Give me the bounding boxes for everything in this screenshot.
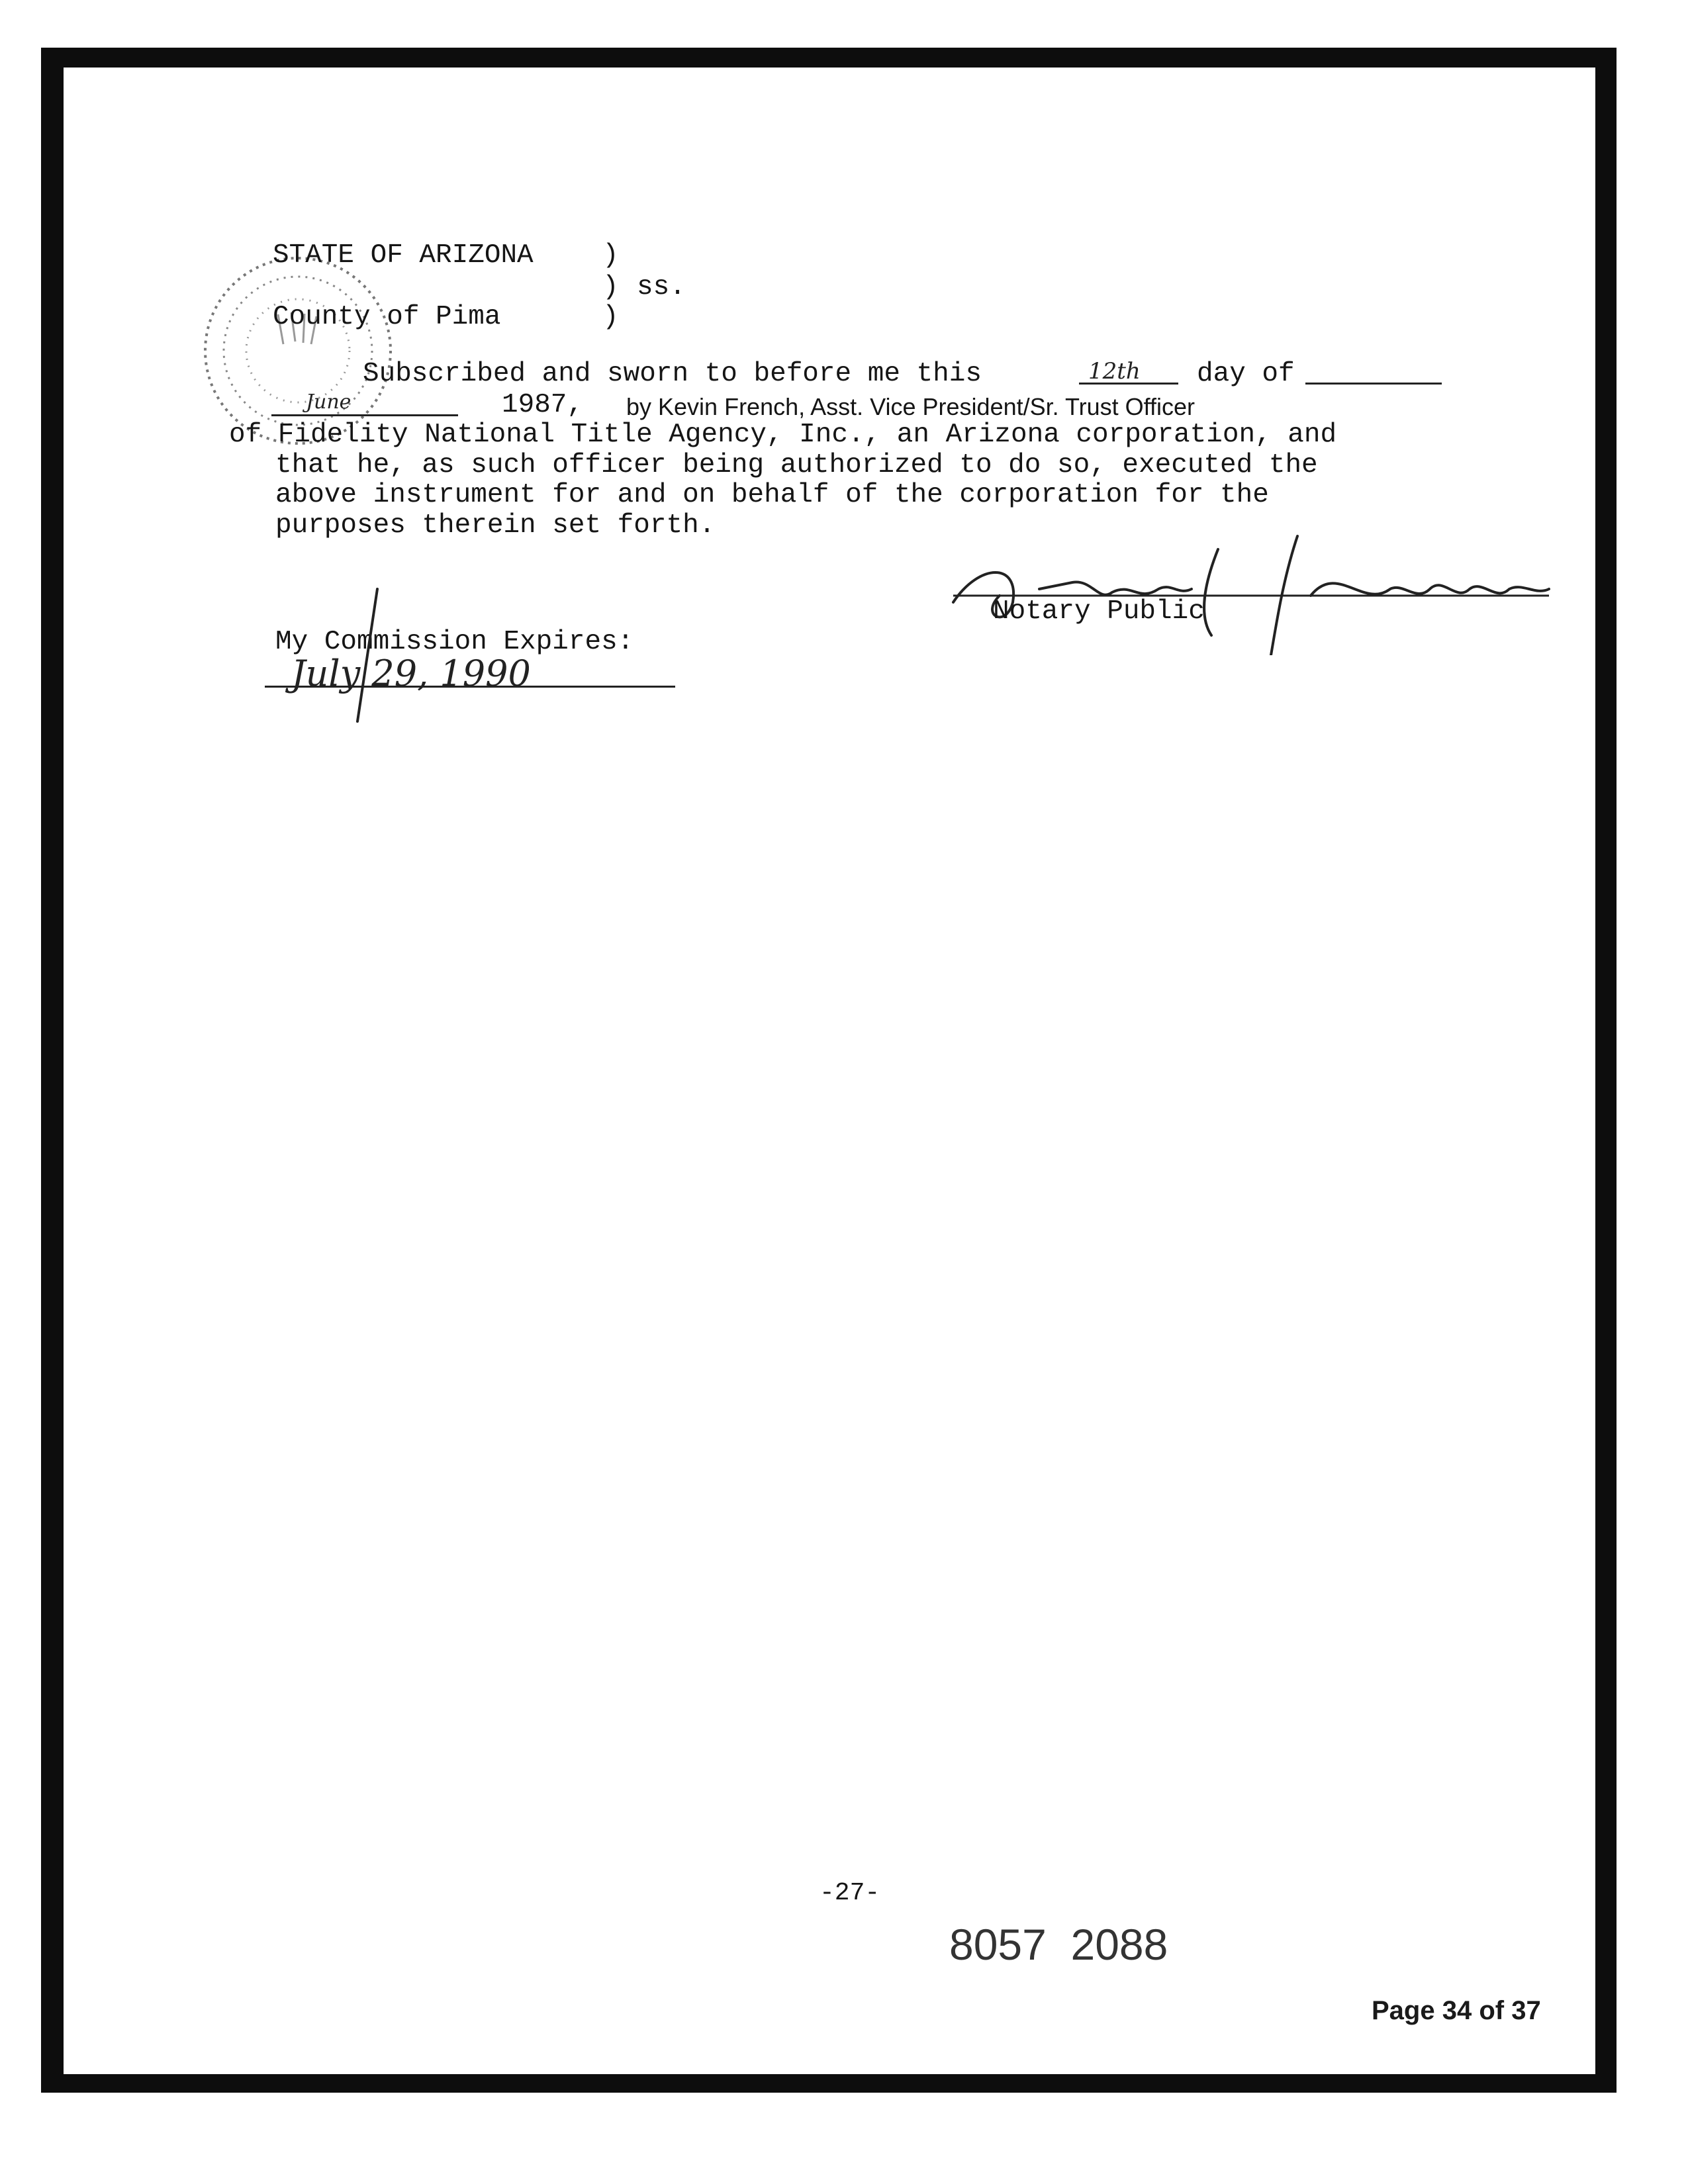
- jurat-day-of: day of: [1197, 359, 1295, 389]
- venue-paren-3: ): [602, 302, 619, 332]
- month-underline-2: [271, 414, 458, 416]
- jurat-line1-prefix: Subscribed and sworn to before me this: [363, 359, 982, 389]
- recording-number: 8057 2088: [949, 1920, 1168, 1969]
- notary-public-label: Notary Public: [993, 596, 1205, 627]
- jurat-typed-insert: by Kevin French, Asst. Vice President/Sr. Trust Officer: [626, 393, 1196, 420]
- jurat-day-handwritten: 12th: [1088, 358, 1141, 385]
- commission-date-handwritten: July 29, 1990: [291, 653, 531, 694]
- commission-underline: [265, 686, 675, 688]
- jurat-line5: above instrument for and on behalf of the corporation for the: [275, 480, 1269, 510]
- venue-county: County of Pima: [273, 302, 501, 332]
- jurat-line6: purposes therein set forth.: [275, 510, 716, 541]
- page-count: Page 34 of 37: [1372, 1996, 1541, 2025]
- jurat-line3: of Fidelity National Title Agency, Inc., an Arizona corporation, and: [229, 420, 1337, 450]
- commission-pen-stroke: [331, 582, 410, 728]
- notary-signature: [940, 523, 1562, 655]
- venue-state: STATE OF ARIZONA: [273, 240, 534, 271]
- venue-ss: ss.: [637, 272, 686, 302]
- venue-paren-1: ): [602, 240, 619, 271]
- jurat-line4: that he, as such officer being authorized to do so, executed the: [275, 450, 1318, 480]
- jurat-month-handwritten: June: [306, 390, 352, 414]
- venue-paren-2: ): [602, 272, 619, 302]
- day-underline: [1079, 383, 1178, 385]
- commission-label: My Commission Expires:: [275, 627, 634, 657]
- page-number-marker: -27-: [820, 1879, 880, 1907]
- month-underline-1: [1305, 383, 1442, 385]
- jurat-year: 1987,: [502, 390, 584, 420]
